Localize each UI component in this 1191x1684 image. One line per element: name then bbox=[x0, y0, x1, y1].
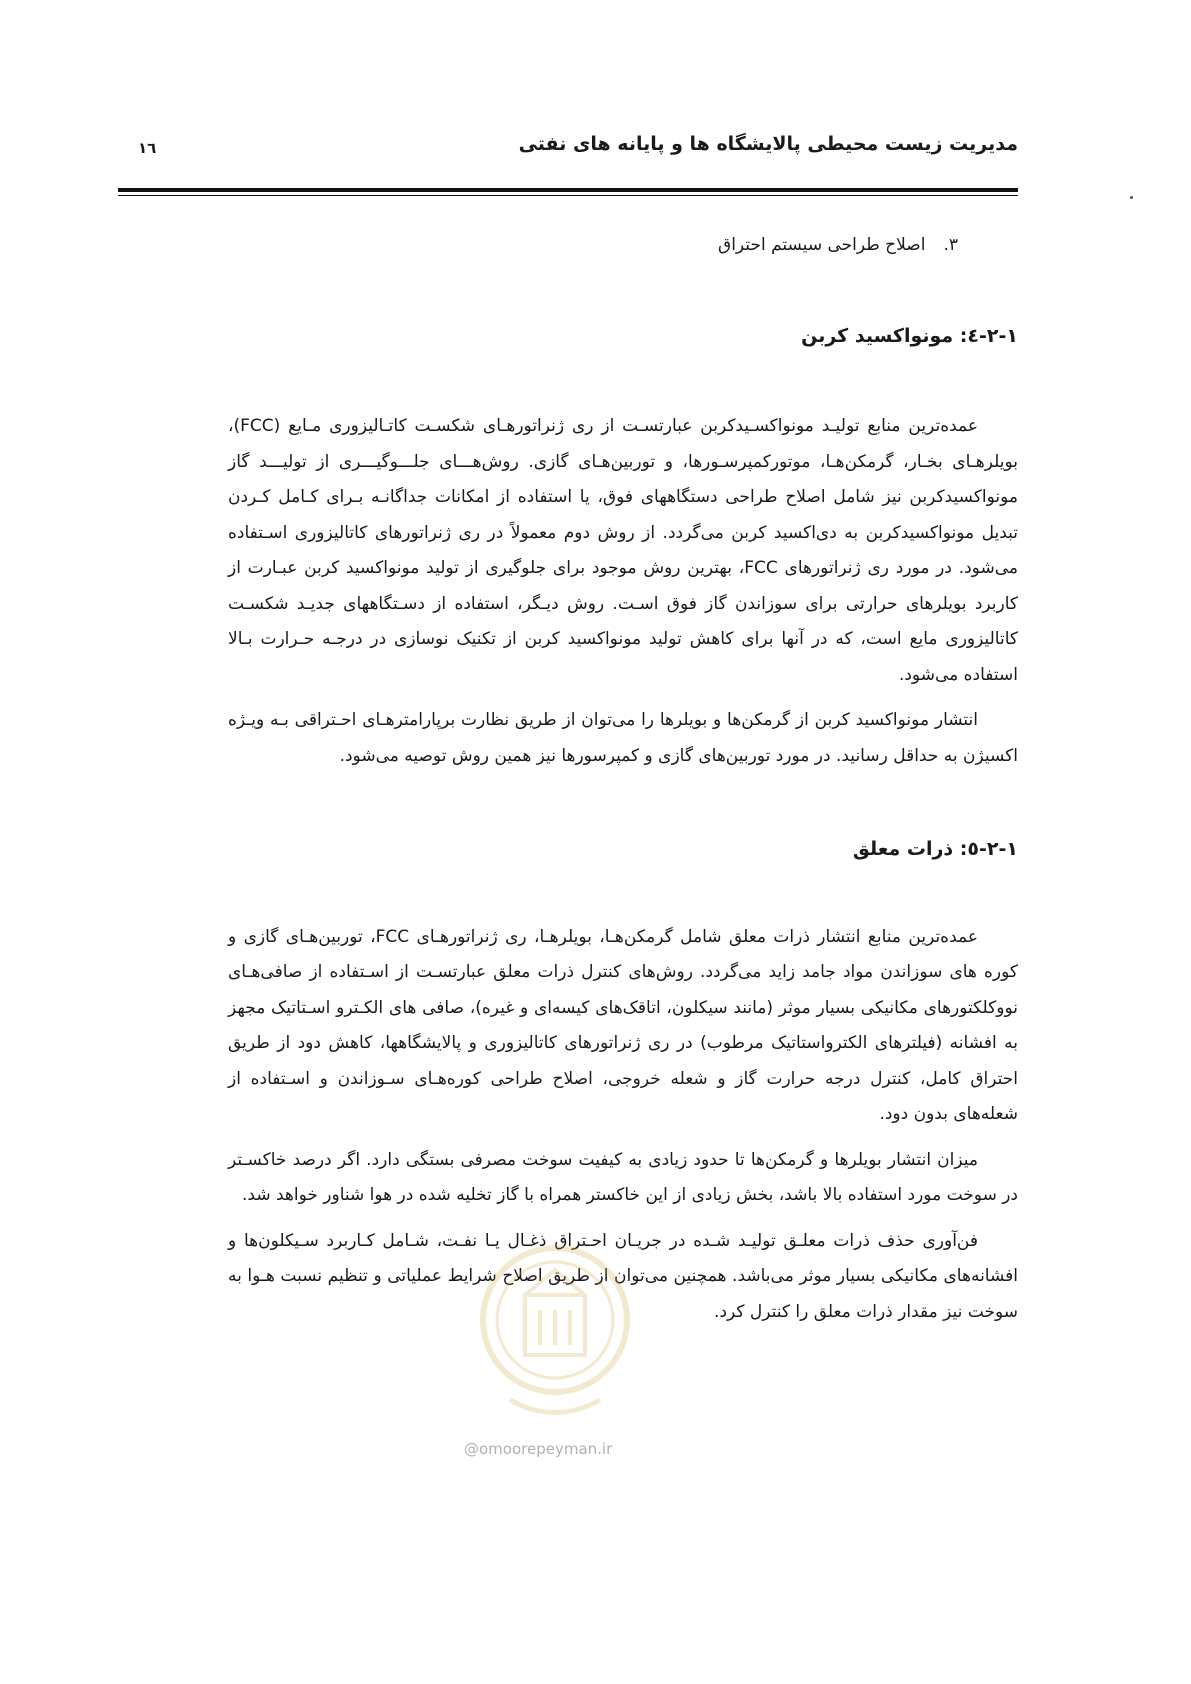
page-number: ١٦ bbox=[138, 139, 157, 157]
paragraph: عمده‌ترین منابع تولیـد مونواکسـیدکربن عبارتسـت از ری ژنراتورهـای شکسـت کاتـالیزوری مـایع (FCC)، بویلرهـای بخـار، گرمکن‌هـا، موتورکمپرسـورها، و توربین‌هـای گازی. روش‌هـــای جلـــوگیـــری از تولیـــد گاز مونواکسیدکربن نیز شامل اصلاح طراحی دستگاههای فوق، یا استفاده از امکانات جداگانـه بـرای کـامل کـردن تبدیل مونواکسیدکربن به دی‌اکسید کربن می‌گردد. از روش دوم معمولاً در ری ژنراتورهای کاتالیزوری اسـتفاده می‌شود. در مورد ری ژنراتورهای FCC، بهترین روش موجود برای جلوگیری از تولید مونواکسید کربن عبـارت از کاربرد بویلرهای حرارتی برای سوزاندن گاز فوق اسـت. روش دیـگر، استفاده از دسـتگاههای جدیـد شکسـت کاتالیزوری مایع است، که در آنها برای کاهش تولید مونواکسید کربن از تکنیک نوسازی در درجـه حـرارت بـالا استفاده می‌شود. bbox=[228, 416, 1018, 685]
paragraph: فن‌آوری حذف ذرات معلـق تولیـد شـده در جریـان احـتراق ذغـال یـا نفـت، شـامل کـاربرد سـیکلون‌ها و افشانه‌های مکانیکی بسیار موثر می‌باشد. همچنین می‌توان از طریق اصلاح شرایط عملیاتی و تنظیم نسبت هـوا به سوخت نیز مقدار ذرات معلق را کنترل کرد. bbox=[228, 1230, 1018, 1322]
list-item-text: اصلاح طراحی سیستم احتراق bbox=[718, 235, 926, 255]
paragraph: انتشار مونواکسید کربن از گرمکن‌ها و بویلرها را می‌توان از طریق نظارت برپارامترهـای احـتراقی بـه ویـژه اکسیژن به حداقل رسانید. در مورد توربین‌های گازی و کمپرسورها نیز همین روش توصیه می‌شود. bbox=[228, 710, 1018, 766]
paragraph: عمده‌ترین منابع انتشار ذرات معلق شامل گرمکن‌هـا، بویلرهـا، ری ژنراتورهـای FCC، توربین‌هـای گازی و کوره های سوزاندن مواد جامد زاید می‌گردد. روش‌های کنترل ذرات معلق عبارتسـت از اسـتفاده از صافی‌هـای نووکلکتورهای مکانیکی بسیار موثر (مانند سیکلون، اتاقک‌های کیسه‌ای و غیره)، صافی های الکـترو اسـتاتیک مجهز به افشانه (فیلترهای الکترواستاتیک مرطوب) در ری ژنراتورهای کاتالیزوری و پالایشگاهها، کاهش دود از طریق احتراق کامل، کنترل درجه حرارت گاز و شعله خروجی، اصلاح طراحی کوره‌هـای سـوزاندن و اسـتفاده از شعله‌های بدون دود. bbox=[228, 926, 1018, 1124]
section-heading-particulates: ۲-۱-٥: ذرات معلق bbox=[852, 838, 1018, 860]
header-rule-thin bbox=[118, 195, 1018, 196]
list-item-number: ۳. bbox=[943, 235, 958, 255]
list-item bbox=[228, 228, 1018, 264]
paragraph: میزان انتشار بویلرها و گرمکن‌ها تا حدود زیادی به کیفیت سوخت مصرفی بستگی دارد. اگر درصد خاکسـتر در سوخت مورد استفاده بالا باشد، بخش زیادی از این خاکستر همراه با گاز تخلیه شده در هوا شناور خواهد شد. bbox=[228, 1149, 1018, 1205]
watermark-url: @omoorepeyman.ir bbox=[464, 1440, 613, 1458]
running-title: مدیریت زیست محیطی پالایشگاه ها و پایانه های نفتی bbox=[518, 133, 1018, 155]
margin-dot bbox=[1130, 196, 1133, 199]
watermark-seal-icon bbox=[470, 1240, 640, 1435]
header-rule-thick bbox=[118, 188, 1018, 192]
page-body bbox=[228, 228, 1018, 1340]
page-header bbox=[118, 125, 1018, 165]
section-heading-carbon-monoxide: ۲-۱-٤: مونواکسید کربن bbox=[801, 324, 1018, 347]
